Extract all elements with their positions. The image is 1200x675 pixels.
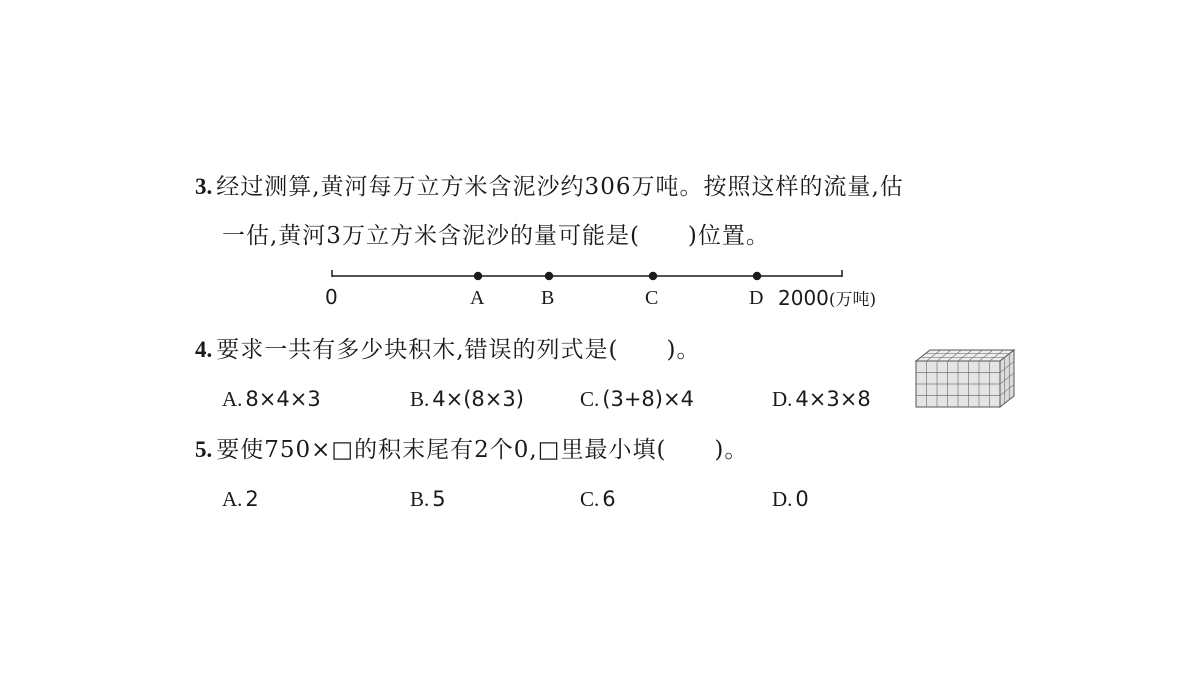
q5-option-d[interactable] [772, 486, 809, 512]
q4-option-c-value: (3+8)×4 [602, 387, 694, 411]
q4-option-d-value: 4×3×8 [795, 387, 871, 411]
q5-option-d-value: 0 [795, 487, 809, 511]
q5-option-a-value: 2 [245, 487, 259, 511]
q5-option-a[interactable] [222, 486, 259, 512]
q5-option-c-letter: C. [580, 487, 600, 511]
number-line-start-label: 0 [325, 285, 338, 309]
number-line-point-b [545, 272, 553, 280]
q4-line [195, 336, 701, 364]
number-line-end-value: 2000 [778, 286, 829, 310]
block-cuboid-image [914, 347, 1018, 409]
q3-text-line-1: 经过测算,黄河每万立方米含泥沙约306万吨。按照这样的流量,估 [216, 174, 904, 200]
q5-option-d-letter: D. [772, 487, 793, 511]
q5-option-b-value: 5 [432, 487, 446, 511]
q4-option-a-letter: A. [222, 387, 243, 411]
q4-option-c[interactable] [580, 386, 694, 412]
q5-option-b[interactable] [410, 486, 446, 512]
q4-option-b[interactable] [410, 386, 524, 412]
q4-option-c-letter: C. [580, 387, 600, 411]
q3-text-line-2: 一估,黄河3万立方米含泥沙的量可能是( )位置。 [222, 223, 770, 249]
number-line-point-c [649, 272, 657, 280]
number-line-point-a [474, 272, 482, 280]
number-line-label-b: B [541, 287, 555, 309]
number-line-point-d [753, 272, 761, 280]
q4-text: 要求一共有多少块积木,错误的列式是( )。 [216, 337, 701, 363]
q5-option-a-letter: A. [222, 487, 243, 511]
q5-number: 5. [195, 437, 213, 462]
number-line-label-a: A [470, 287, 485, 309]
q5-line [195, 436, 748, 464]
q5-option-c[interactable] [580, 486, 616, 512]
q4-number: 4. [195, 337, 213, 362]
q5-option-c-value: 6 [602, 487, 616, 511]
q5-option-b-letter: B. [410, 487, 430, 511]
q3-line-2 [222, 222, 770, 250]
q4-option-b-letter: B. [410, 387, 430, 411]
number-line-label-d: D [749, 287, 764, 309]
q4-option-a-value: 8×4×3 [245, 387, 321, 411]
q4-option-b-value: 4×(8×3) [432, 387, 524, 411]
q3-line-1 [195, 173, 904, 201]
q4-option-d[interactable] [772, 386, 871, 412]
q4-option-d-letter: D. [772, 387, 793, 411]
q5-text: 要使750×□的积末尾有2个0,□里最小填( )。 [216, 437, 749, 463]
q4-option-a[interactable] [222, 386, 321, 412]
number-line-label-c: C [645, 287, 659, 309]
number-line-unit: (万吨) [828, 290, 877, 310]
number-line-end-label [778, 287, 876, 311]
q3-number: 3. [195, 174, 213, 199]
